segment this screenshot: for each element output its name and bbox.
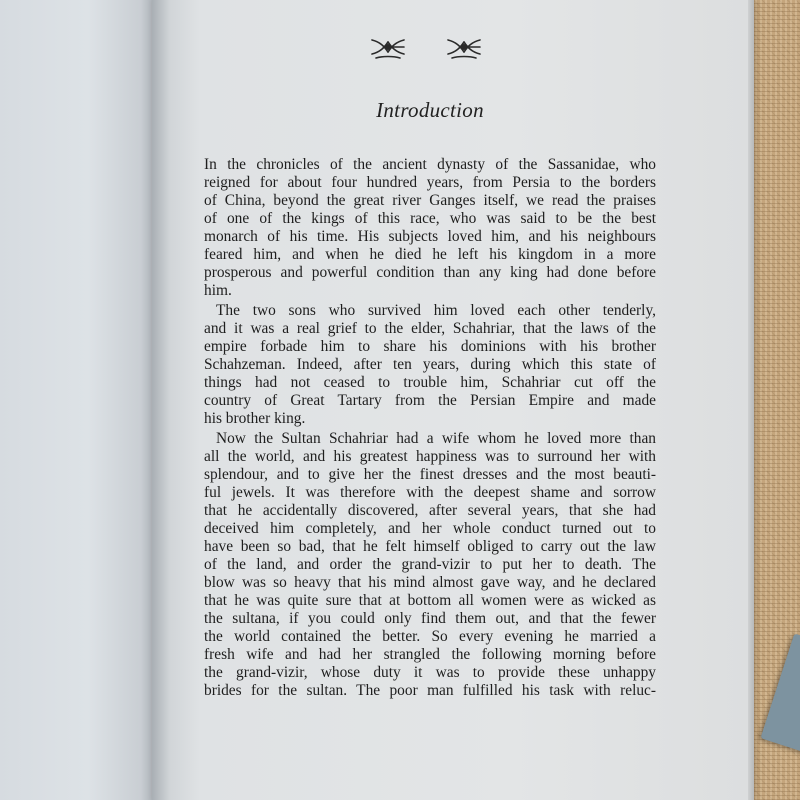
text-line: of the land, and order the grand-vizir to put her to death. The: [204, 556, 656, 573]
text-line: The two sons who survived him loved each other tenderly,: [216, 302, 656, 319]
text-line: prosperous and powerful condition than any king had done before: [204, 264, 656, 281]
text-line: him.: [204, 282, 232, 299]
text-line: brides for the sultan. The poor man fulfilled his task with reluc-: [204, 682, 656, 699]
text-line: and it was a real grief to the elder, Schahriar, that the laws of the: [204, 320, 656, 337]
text-line: of China, beyond the great river Ganges itself, we read the praises: [204, 192, 656, 209]
text-line: have been so bad, that he felt himself obliged to carry out the law: [204, 538, 656, 555]
text-line: In the chronicles of the ancient dynasty of the Sassanidae, who: [204, 156, 656, 173]
text-line: of one of the kings of this race, who was said to be the best: [204, 210, 656, 227]
text-line: things had not ceased to trouble him, Schahriar cut off the: [204, 374, 656, 391]
paragraph: [204, 302, 656, 428]
body-text: [204, 156, 656, 700]
text-line: all the world, and his greatest happiness was to surround her with: [204, 448, 656, 465]
text-line: fresh wife and had her strangled the following morning before: [204, 646, 656, 663]
page-edge: [748, 0, 754, 800]
text-line: his brother king.: [204, 410, 306, 427]
text-line: the world contained the better. So every evening he married a: [204, 628, 656, 645]
text-line: ful jewels. It was therefore with the deepest shame and sorrow: [204, 484, 656, 501]
text-line: that he was quite sure that at bottom all women were as wicked as: [204, 592, 656, 609]
floral-ornament-icon: [366, 32, 492, 62]
text-line: deceived him completely, and her whole conduct turned out to: [204, 520, 656, 537]
fleuron-left-icon: [372, 40, 404, 58]
left-page: [0, 0, 160, 800]
text-line: empire forbade him to share his dominions with his brother: [204, 338, 656, 355]
text-line: that he accidentally discovered, after several years, that she had: [204, 502, 656, 519]
text-line: Schahzeman. Indeed, after ten years, during which this state of: [204, 356, 656, 373]
text-line: the sultana, if you could only find them out, and that the fewer: [204, 610, 656, 627]
text-line: reigned for about four hundred years, from Persia to the borders: [204, 174, 656, 191]
text-line: country of Great Tartary from the Persian Empire and made: [204, 392, 656, 409]
text-line: blow was so heavy that his mind almost gave way, and he declared: [204, 574, 656, 591]
fleuron-right-icon: [448, 40, 480, 58]
text-line: splendour, and to give her the finest dresses and the most beauti-: [204, 466, 656, 483]
text-line: feared him, and when he died he left his kingdom in a more: [204, 246, 656, 263]
paragraph: [204, 156, 656, 300]
chapter-title: Introduction: [376, 98, 484, 122]
text-line: the grand-vizir, whose duty it was to provide these unhappy: [204, 664, 656, 681]
text-line: monarch of his time. His subjects loved him, and his neighbours: [204, 228, 656, 245]
paragraph: [204, 430, 656, 700]
text-line: Now the Sultan Schahriar had a wife whom he loved more than: [216, 430, 656, 447]
